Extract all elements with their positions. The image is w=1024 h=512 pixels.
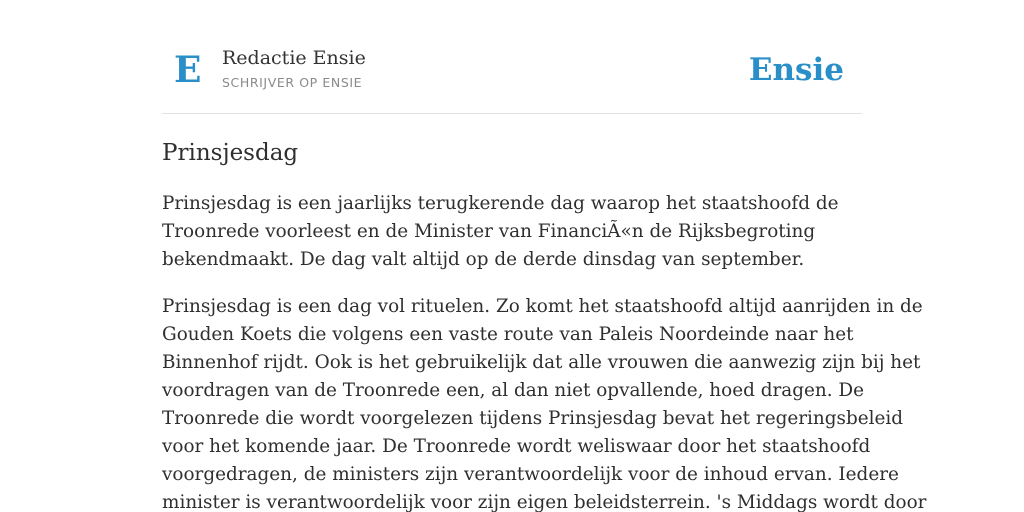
paragraph-line: Troonrede die wordt voorgelezen tijdens Prinsjesdag bevat het regeringsbeleid: [162, 408, 904, 429]
author-header: [162, 0, 862, 114]
article-title: Prinsjesdag: [162, 140, 299, 166]
ensie-brand-logo[interactable]: Ensie: [748, 52, 844, 88]
paragraph-line: minister is verantwoordelijk voor zijn eigen beleidsterrein. 's Middags wordt door: [162, 492, 927, 512]
paragraph-line: voor het komende jaar. De Troonrede wordt weliswaar door het staatshoofd: [162, 436, 871, 457]
article-container: [162, 0, 927, 512]
paragraph-line: Gouden Koets die volgens een vaste route van Paleis Noordeinde naar het: [162, 324, 854, 345]
article-paragraph-2: [162, 293, 927, 512]
author-avatar-logo[interactable]: E: [174, 49, 202, 91]
author-role: SCHRIJVER OP ENSIE: [222, 75, 363, 90]
paragraph-line: Prinsjesdag is een jaarlijks terugkerende dag waarop het staatshoofd de: [162, 193, 839, 214]
paragraph-line: Binnenhof rijdt. Ook is het gebruikelijk dat alle vrouwen die aanwezig zijn bij het: [162, 352, 921, 373]
paragraph-line: voordragen van de Troonrede een, al dan niet opvallende, hoed dragen. De: [162, 380, 865, 401]
paragraph-line: voorgedragen, de ministers zijn verantwoordelijk voor de inhoud ervan. Iedere: [162, 464, 899, 485]
paragraph-line: Troonrede voorleest en de Minister van FinanciÃ«n de Rijksbegroting: [162, 221, 816, 242]
paragraph-line: bekendmaakt. De dag valt altijd op de derde dinsdag van september.: [162, 249, 805, 270]
article-paragraph-1: [162, 190, 868, 274]
paragraph-line: Prinsjesdag is een dag vol rituelen. Zo komt het staatshoofd altijd aanrijden in de: [162, 296, 923, 317]
author-name[interactable]: Redactie Ensie: [222, 47, 366, 69]
